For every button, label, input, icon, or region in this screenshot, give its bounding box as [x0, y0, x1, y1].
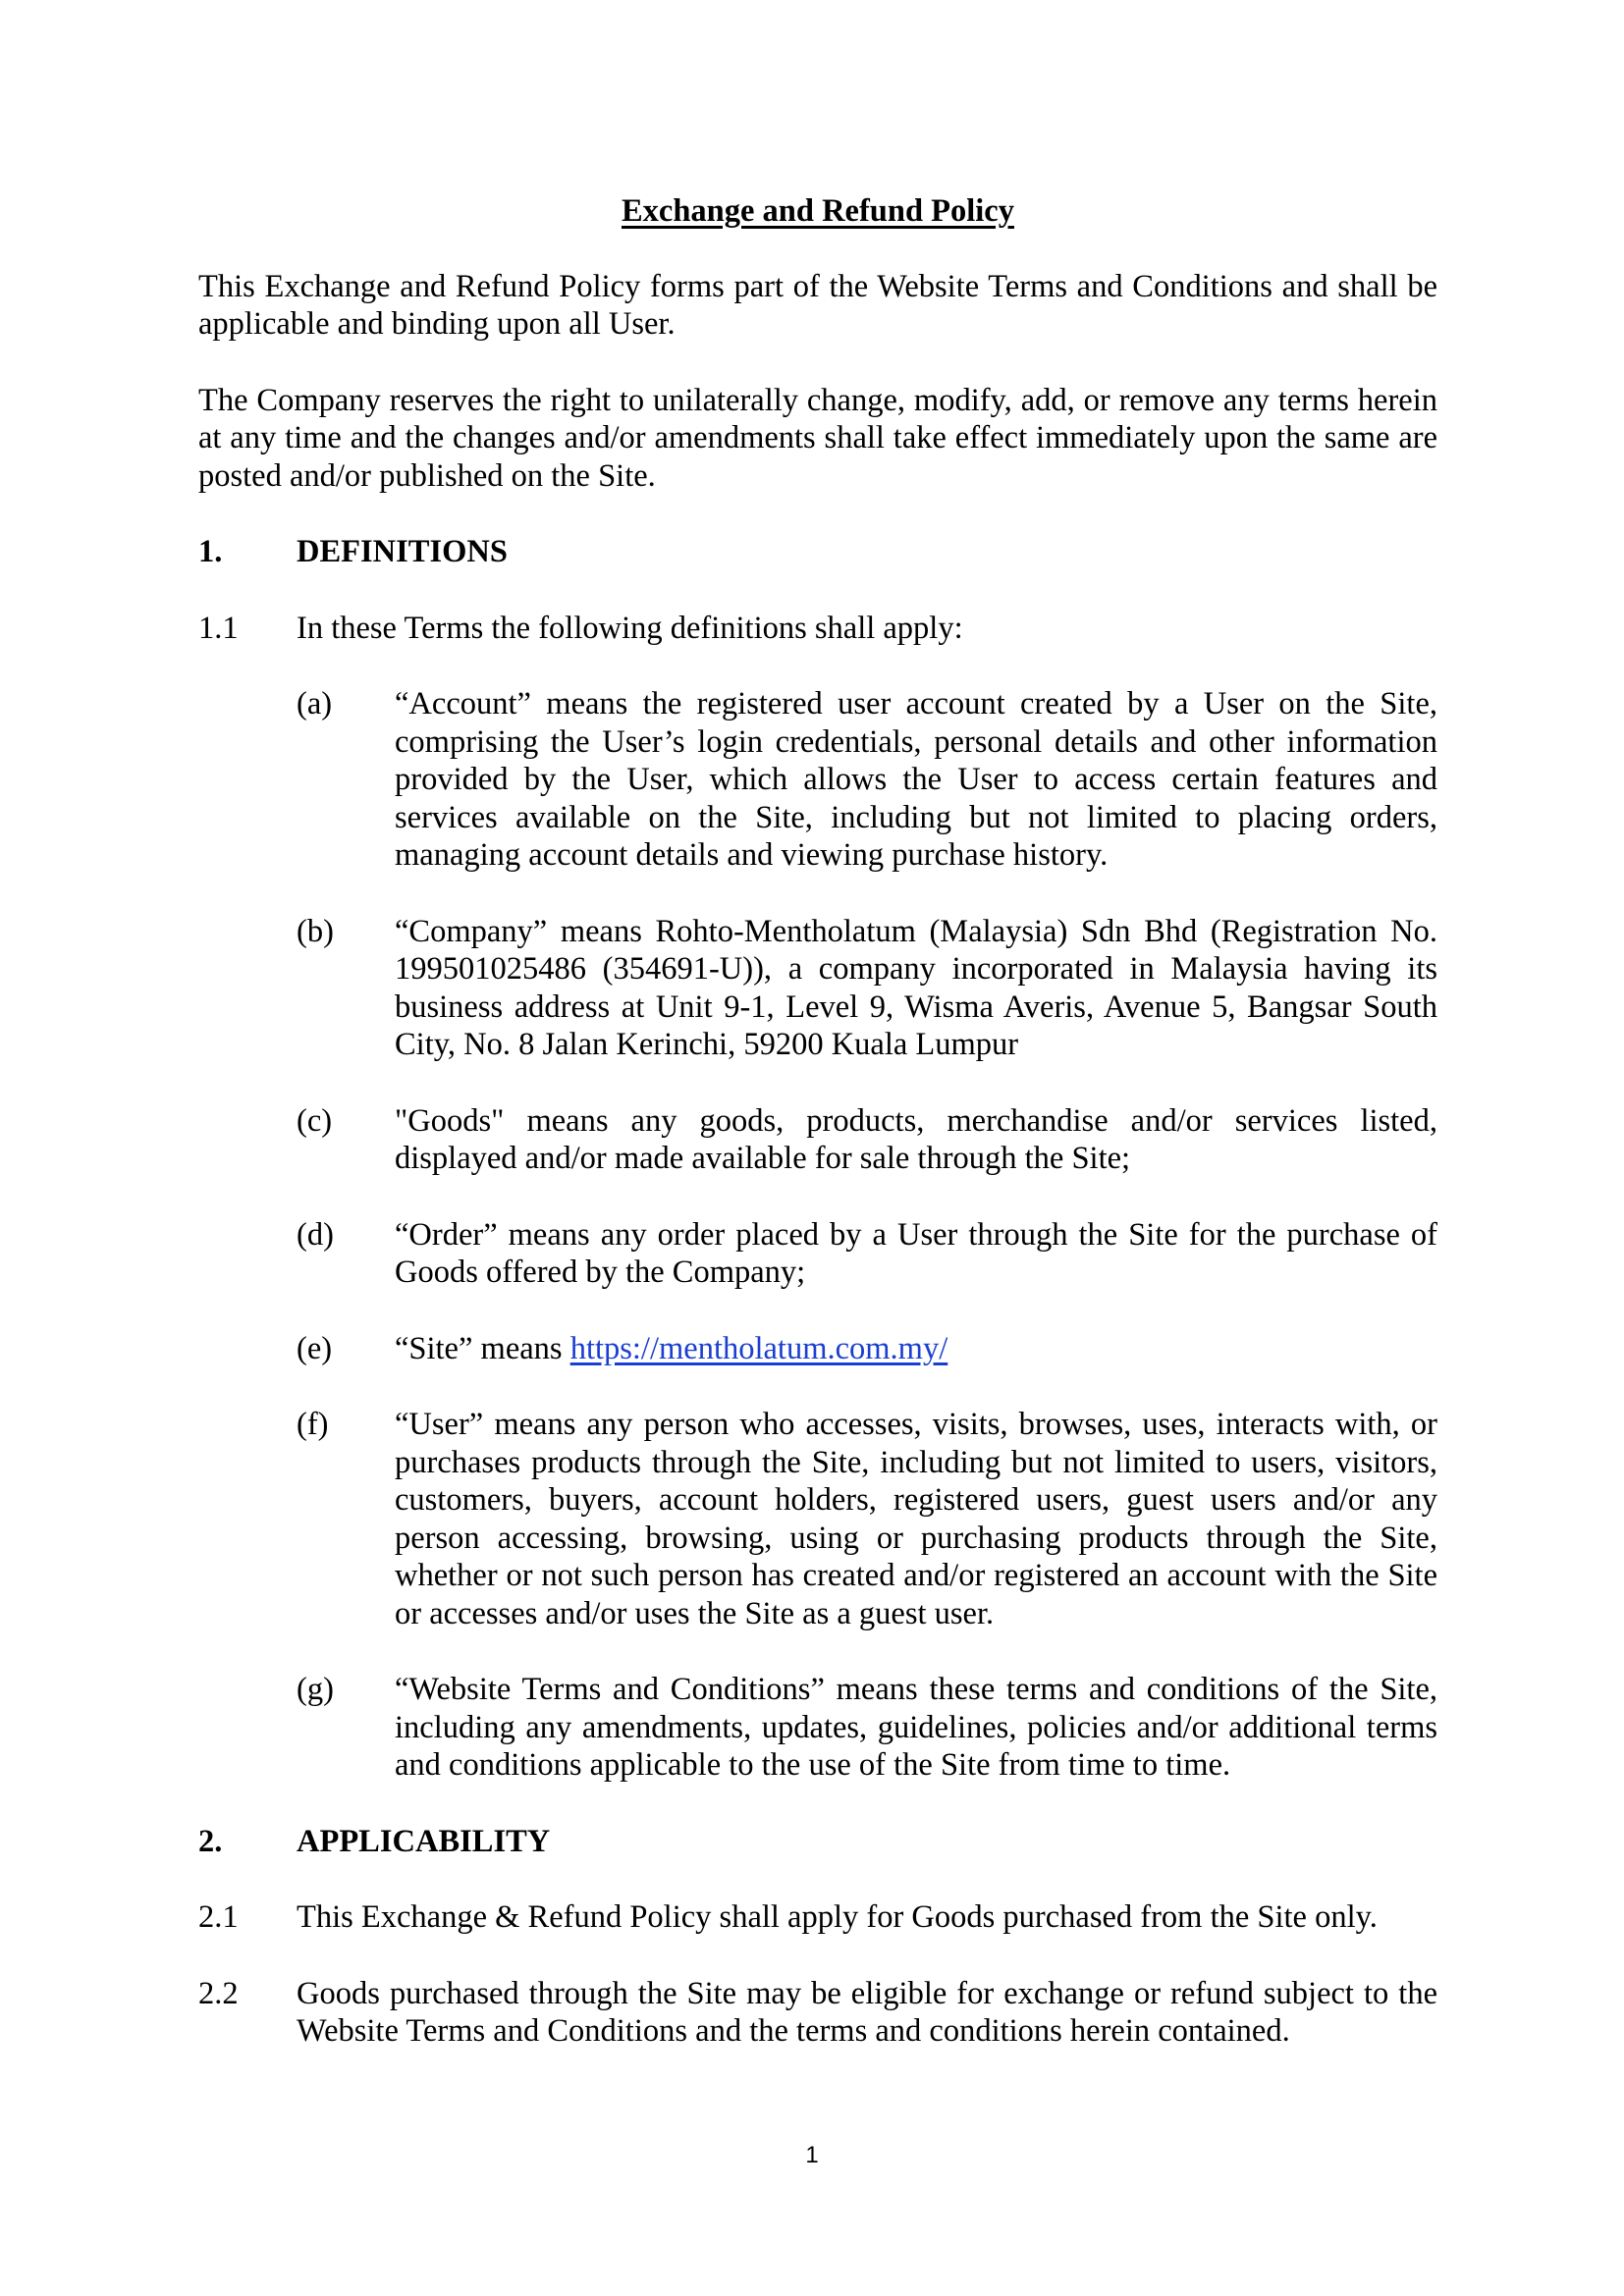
definition-text: “Website Terms and Conditions” means these terms and conditions of the Site, including any amendments, updates, guidelines, policies and/or additional terms and conditions applicable to the use of the Site from time to time.	[395, 1672, 1437, 1783]
definition-label: (e)	[297, 1330, 333, 1366]
definition-text: “Company” means Rohto-Mentholatum (Malaysia) Sdn Bhd (Registration No. 199501025486 (354691-U)), a company incorporated in Malaysia having its business address at Unit 9-1, Level 9, Wisma Averis, Avenue 5, Bangsar South City, No. 8 Jalan Kerinchi, 59200 Kuala Lumpur	[395, 913, 1437, 1062]
clause-text: Goods purchased through the Site may be eligible for exchange or refund subject to the Website Terms and Conditions and the terms and conditions herein contained.	[297, 1975, 1437, 2049]
definition-text: "Goods" means any goods, products, merchandise and/or services listed, displayed and/or made available for sale through the Site;	[395, 1102, 1437, 1176]
definitions-list	[297, 685, 1437, 1785]
definition-item-goods	[297, 1102, 1437, 1178]
document-title: Exchange and Refund Policy	[622, 193, 1014, 229]
definition-item-account	[297, 685, 1437, 875]
site-url-link[interactable]: https://mentholatum.com.my/	[569, 1330, 948, 1366]
definition-prefix: “Site” means	[395, 1330, 570, 1366]
definition-label: (f)	[297, 1407, 329, 1442]
definition-text: “Account” means the registered user account created by a User on the Site, comprising the User’s login credentials, personal details and other information provided by the User, which allows the User to access certain features and services available on the Site, including but not limited to placing orders, managing account details and viewing purchase history.	[395, 686, 1437, 873]
definition-item-company	[297, 913, 1437, 1064]
definition-label: (g)	[297, 1672, 334, 1707]
intro-paragraph: This Exchange and Refund Policy forms part of the Website Terms and Conditions and shall be applicable and binding upon all User.	[198, 268, 1437, 342]
definition-item-user	[297, 1406, 1437, 1632]
clause-1-1	[198, 610, 1437, 648]
section-heading-applicability	[198, 1823, 1437, 1861]
section-number: 2.	[198, 1823, 223, 1859]
definition-text: “User” means any person who accesses, visits, browses, uses, interacts with, or purchases products through the Site, including but not limited to users, visitors, customers, buyers, account holders, registered users, guest users and/or any person accessing, browsing, using or purchasing products through the Site, whether or not such person has created and/or registered an account with the Site or accesses and/or uses the Site as a guest user.	[395, 1407, 1437, 1631]
definition-label: (a)	[297, 686, 333, 721]
section-title: DEFINITIONS	[297, 534, 508, 569]
document-page	[198, 192, 1437, 2089]
definition-label: (d)	[297, 1216, 334, 1253]
clause-number: 2.1	[198, 1899, 239, 1935]
clause-number: 2.2	[198, 1975, 239, 2011]
clause-2-2	[198, 1975, 1437, 2051]
definition-item-terms	[297, 1671, 1437, 1785]
definition-text: “Order” means any order placed by a User through the Site for the purchase of Goods offered by the Company;	[395, 1216, 1437, 1290]
section-number: 1.	[198, 534, 223, 569]
clause-2-1	[198, 1898, 1437, 1937]
definition-item-order	[297, 1216, 1437, 1292]
definition-label: (c)	[297, 1102, 333, 1139]
definition-label: (b)	[297, 913, 334, 949]
clause-text: This Exchange & Refund Policy shall apply for Goods purchased from the Site only.	[297, 1899, 1378, 1935]
section-title: APPLICABILITY	[297, 1823, 551, 1859]
clause-number: 1.1	[198, 610, 239, 646]
intro-paragraph: The Company reserves the right to unilaterally change, modify, add, or remove any terms herein at any time and the changes and/or amendments shall take effect immediately upon the same are posted and/or published on the Site.	[198, 382, 1437, 494]
definition-text	[395, 1330, 1437, 1368]
clause-text: In these Terms the following definitions shall apply:	[297, 610, 963, 646]
definition-item-site	[297, 1330, 1437, 1368]
section-heading-definitions	[198, 533, 1437, 571]
page-number: 1	[805, 2142, 819, 2168]
